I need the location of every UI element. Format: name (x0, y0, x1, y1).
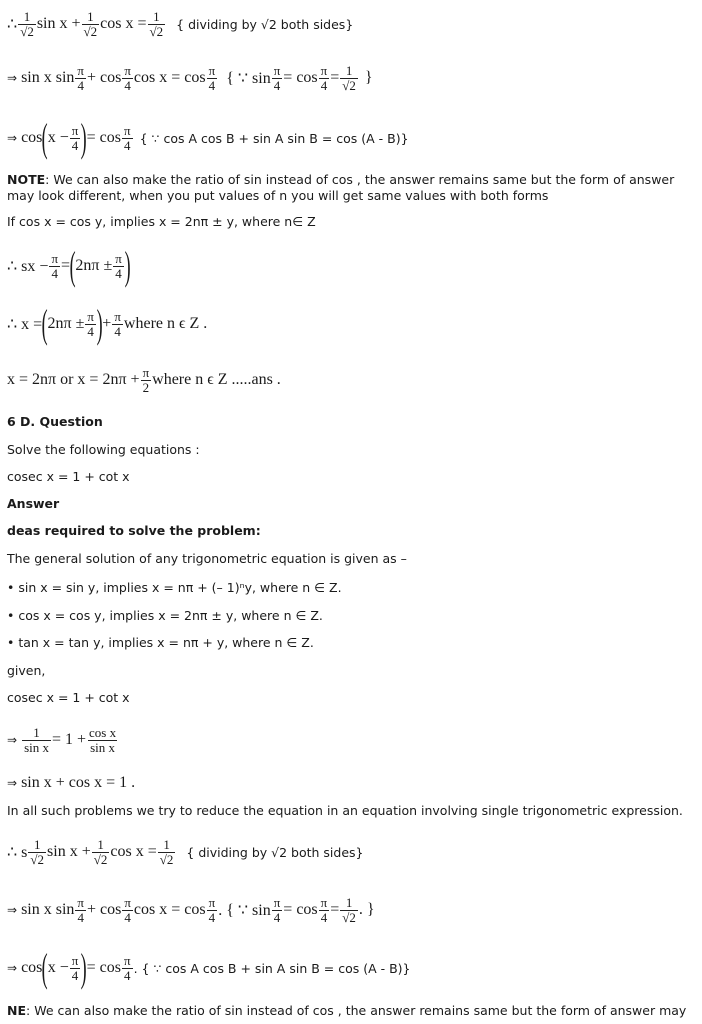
fraction-1-sinx (22, 726, 51, 755)
term: cos x = cos (133, 69, 206, 86)
numerator: π (124, 952, 131, 968)
denominator: sin x (90, 739, 116, 755)
denominator: 4 (124, 77, 131, 93)
denominator: √2 (30, 851, 45, 867)
numerator: π (77, 894, 84, 910)
left-paren: ( (69, 243, 76, 288)
equation-general-2 (7, 302, 207, 346)
equals: = (61, 257, 71, 274)
denominator: √2 (159, 851, 174, 867)
fraction-pi-4 (319, 896, 330, 925)
denominator: 4 (124, 967, 131, 983)
term: sin x sin (21, 69, 75, 86)
question-equation: cosec x = 1 + cot x (7, 469, 130, 484)
note-paragraph (7, 172, 674, 188)
implies-arrow: ⇒ (7, 776, 18, 790)
denominator: 4 (208, 77, 216, 93)
denominator: 4 (320, 909, 328, 925)
denominator: 4 (71, 137, 79, 153)
fraction-pi-4 (122, 954, 133, 983)
left-paren: ( (42, 115, 49, 160)
numerator: π (142, 364, 150, 380)
equation-answer (7, 360, 281, 400)
numerator: 1 (153, 8, 160, 24)
numerator: 1 (345, 62, 353, 78)
equation-note: { ∵ cos A cos B + sin A sin B = cos (A - B)} (139, 130, 409, 146)
fraction-pi-4 (85, 310, 96, 339)
denominator: 4 (77, 909, 84, 925)
given-equation: cosec x = 1 + cot x (7, 690, 130, 705)
numerator: π (320, 894, 328, 910)
because-brace: . { ∵ sin (218, 902, 271, 919)
equation-note: { dividing by √2 both sides} (186, 844, 364, 860)
implies-arrow: ⇒ (7, 71, 18, 85)
numerator: π (124, 894, 131, 910)
term: x = 2nπ or x = 2nπ + (7, 371, 140, 388)
equation-general-1 (7, 244, 130, 288)
term: ∴ x = (7, 316, 43, 333)
fraction (28, 838, 46, 867)
because-brace: { ∵ sin (226, 70, 271, 87)
denominator: √2 (149, 23, 164, 39)
term: = cos (283, 69, 318, 86)
answer-label: Answer (7, 496, 60, 511)
numerator: π (124, 122, 131, 138)
term: ∴ sx − (7, 258, 49, 275)
denominator: 4 (273, 77, 281, 93)
note-text: : We can also make the ratio of sin instead of cos , the answer remains same but the form of answer (45, 172, 675, 187)
numerator: 1 (345, 894, 353, 910)
denominator: 4 (71, 967, 79, 983)
denominator: 2 (142, 379, 150, 395)
numerator: 1 (23, 8, 31, 24)
equation-note: . { ∵ cos A cos B + sin A sin B = cos (A - B)} (133, 960, 411, 976)
left-paren: ( (42, 945, 49, 990)
bullet-tan: • tan x = tan y, implies x = nπ + y, where n ∈ Z. (7, 635, 314, 650)
denominator: 4 (124, 137, 131, 153)
fraction-pi-4 (272, 64, 283, 93)
numerator: 1 (87, 8, 94, 24)
equation-divide-root2 (7, 4, 353, 44)
note-label: NOTE (7, 172, 46, 187)
numerator: cos x (89, 724, 117, 740)
fraction-pi-4 (122, 64, 133, 93)
bullet-cos: • cos x = cos y, implies x = 2nπ ± y, where n ∈ Z. (7, 608, 323, 623)
term: = cos (86, 959, 122, 976)
denominator: 4 (77, 77, 84, 93)
term: sin x + (47, 843, 91, 860)
question-title: 6 D. Question (7, 414, 103, 429)
general-solution-text: The general solution of any trigonometric equation is given as – (7, 551, 407, 566)
close-brace: . } (358, 901, 375, 918)
fraction-pi-2 (141, 366, 152, 395)
equation-ratio (7, 718, 119, 762)
term: + cos (86, 901, 122, 918)
left-paren: ( (41, 301, 48, 346)
implies-arrow: ⇒ (7, 961, 18, 975)
term: sin x + (36, 15, 81, 32)
term: 2nπ ± (47, 315, 85, 332)
plus: + (102, 315, 112, 332)
fraction-1-root2 (340, 64, 358, 93)
fraction-pi-4 (207, 896, 218, 925)
equation-sum (7, 772, 135, 794)
numerator: π (273, 894, 281, 910)
numerator: π (87, 308, 94, 324)
equation-sin-cos-pi4-2 (7, 890, 375, 930)
fraction (92, 838, 110, 867)
term: sin x sin (21, 901, 75, 918)
numerator: π (51, 250, 59, 266)
fraction-pi-4 (272, 896, 283, 925)
note-paragraph-2 (7, 1003, 686, 1019)
term: = cos (283, 901, 318, 918)
note-text: : We can also make the ratio of sin instead of cos , the answer remains same but the form of answer may (26, 1003, 687, 1018)
term: + cos (86, 69, 122, 86)
equation-note: { dividing by √2 both sides} (176, 16, 354, 32)
equation-cos-difference-2 (7, 946, 411, 990)
fraction (82, 10, 100, 39)
therefore-symbol: ∴ (7, 16, 18, 33)
term: cos (21, 129, 43, 146)
implies-arrow: ⇒ (7, 131, 18, 145)
numerator: π (208, 62, 216, 78)
fraction-pi-4 (319, 64, 330, 93)
fraction (148, 10, 166, 39)
equals: = (330, 69, 340, 86)
term: sin x + cos x = 1 . (21, 774, 136, 791)
fraction-pi-4 (122, 124, 133, 153)
term: = 1 + (51, 731, 87, 748)
fraction-1-root2 (340, 896, 358, 925)
right-paren: ) (124, 243, 131, 288)
term: x − (47, 959, 69, 976)
equation-divide-root2-2 (7, 832, 363, 872)
numerator: π (115, 250, 122, 266)
question-text: Solve the following equations : (7, 442, 200, 457)
denominator: √2 (342, 77, 356, 93)
denominator: 4 (115, 265, 122, 281)
numerator: π (320, 62, 328, 78)
denominator: 4 (87, 323, 94, 339)
right-paren: ) (80, 945, 87, 990)
numerator: π (77, 62, 84, 78)
given-label: given, (7, 663, 46, 678)
cos-rule: If cos x = cos y, implies x = 2nπ ± y, where n∈ Z (7, 214, 316, 229)
right-paren: ) (80, 115, 87, 160)
numerator: π (71, 952, 79, 968)
fraction-pi-4 (75, 64, 86, 93)
numerator: 1 (33, 836, 41, 852)
note-label: NE (7, 1003, 27, 1018)
denominator: 4 (51, 265, 58, 281)
ideas-heading: deas required to solve the problem: (7, 523, 261, 538)
numerator: π (208, 894, 216, 910)
term: cos x = cos (133, 901, 206, 918)
term: cos (21, 959, 43, 976)
denominator: 4 (124, 909, 131, 925)
equation-sin-cos-pi4 (7, 58, 373, 98)
equals: = (330, 901, 340, 918)
term: 2nπ ± (75, 257, 113, 274)
numerator: 1 (33, 724, 40, 740)
term: x − (47, 129, 69, 146)
implies-arrow: ⇒ (7, 903, 18, 917)
fraction-pi-4 (75, 896, 86, 925)
fraction-pi-4 (49, 252, 60, 281)
right-paren: ) (96, 301, 103, 346)
numerator: π (71, 122, 79, 138)
denominator: √2 (20, 23, 34, 39)
denominator: √2 (342, 909, 356, 925)
term: where n ϵ Z . (123, 315, 208, 332)
denominator: 4 (208, 909, 216, 925)
fraction-pi-4 (112, 310, 123, 339)
denominator: 4 (114, 323, 121, 339)
denominator: √2 (93, 851, 108, 867)
term: cos x = (100, 15, 147, 32)
close-brace: } (364, 69, 373, 86)
fraction-pi-4 (113, 252, 124, 281)
numerator: 1 (163, 836, 170, 852)
fraction (158, 838, 176, 867)
term: cos x = (110, 843, 157, 860)
fraction (18, 10, 36, 39)
reduce-text: In all such problems we try to reduce the equation in an equation involving single trigonometric expression. (7, 803, 683, 818)
fraction-cosx-sinx (87, 726, 118, 755)
numerator: π (114, 308, 121, 324)
denominator: sin x (24, 739, 49, 755)
implies-arrow: ⇒ (7, 733, 18, 747)
bullet-sin: • sin x = sin y, implies x = nπ + (– 1)ⁿy, where n ∈ Z. (7, 580, 342, 595)
term: ∴ s (7, 844, 28, 861)
fraction-pi-4 (70, 954, 81, 983)
denominator: 4 (273, 909, 281, 925)
numerator: π (273, 62, 281, 78)
denominator: √2 (83, 23, 98, 39)
note-text-line2: may look different, when you put values of n you will get same values with both forms (7, 188, 549, 203)
fraction-pi-4 (207, 64, 218, 93)
term: where n ϵ Z .....ans . (152, 371, 281, 388)
fraction-pi-4 (122, 896, 133, 925)
term: = cos (86, 129, 122, 146)
denominator: 4 (320, 77, 328, 93)
numerator: 1 (97, 836, 104, 852)
numerator: π (124, 62, 131, 78)
equation-cos-difference (7, 116, 409, 160)
fraction-pi-4 (70, 124, 81, 153)
